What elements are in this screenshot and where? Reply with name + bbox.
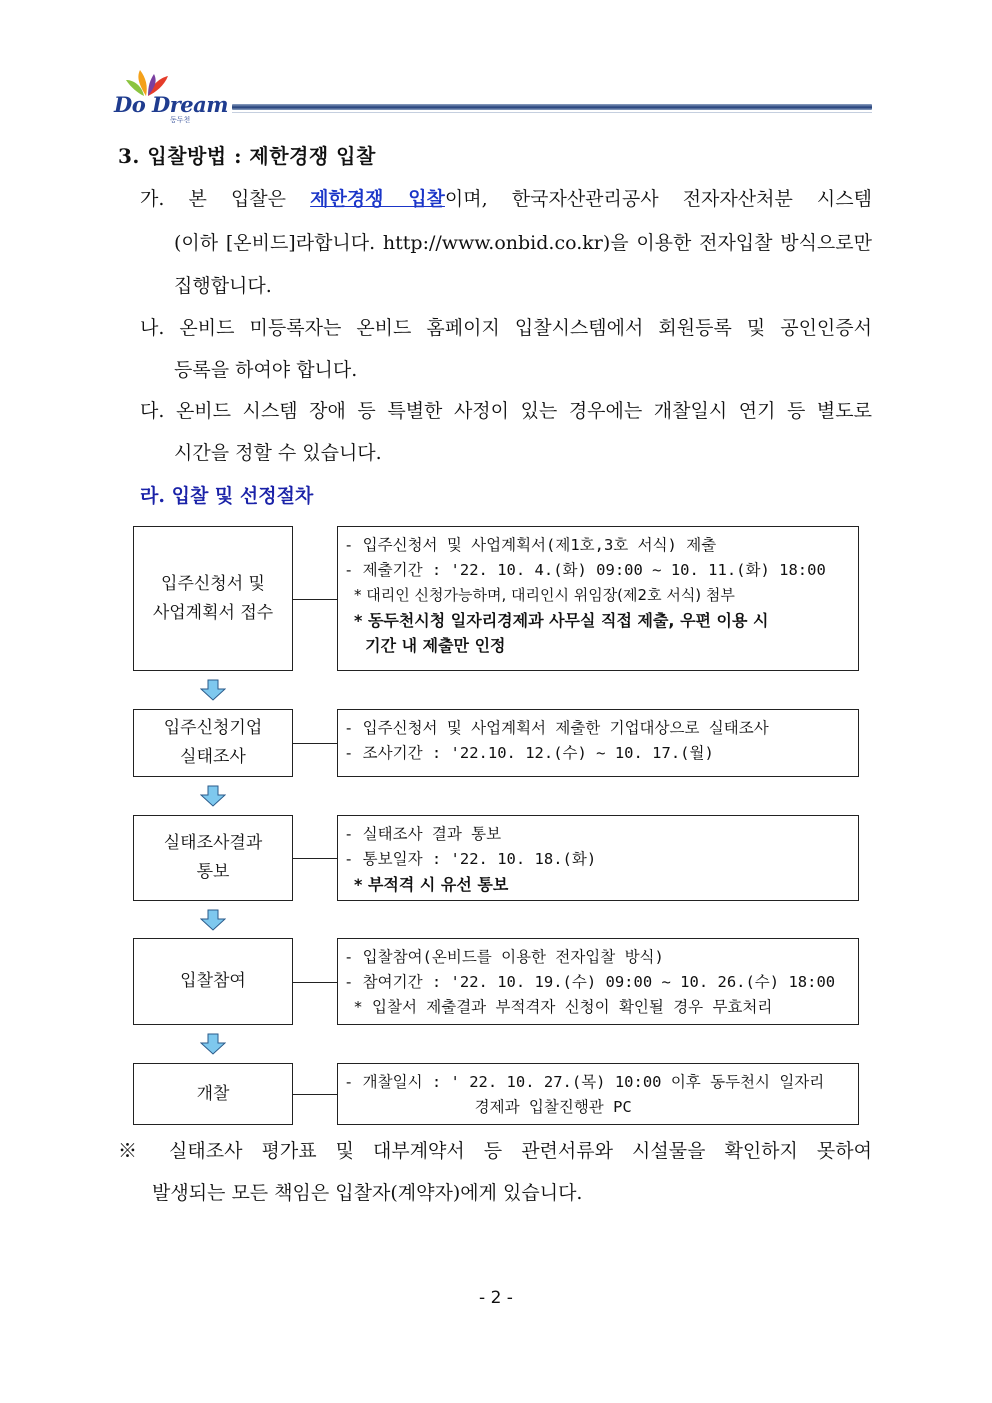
para-ga-prefix: 가. 본 입찰은 bbox=[140, 188, 311, 210]
stage-connector bbox=[293, 1094, 337, 1095]
stage-detail-box-1 bbox=[337, 526, 859, 671]
stage-label-line: 사업계획서 접수 bbox=[152, 602, 274, 623]
stage-box-4 bbox=[133, 938, 293, 1025]
section-title: 3. 입찰방법 : 제한경쟁 입찰 bbox=[118, 144, 376, 168]
logo-subtext: 동두천 bbox=[170, 116, 191, 124]
para-ga-highlight: 제한경쟁 입찰 bbox=[310, 188, 445, 210]
stage-box-3 bbox=[133, 815, 293, 901]
stage-bold-note-line: 기간 내 제출만 인정 bbox=[354, 636, 506, 655]
stage-label-line: 입찰참여 bbox=[180, 971, 246, 991]
stage-detail-line: - 통보일자 : '22. 10. 18.(화) bbox=[344, 850, 597, 868]
stage-detail-line: - 제출기간 : '22. 10. 4.(화) 09:00 ~ 10. 11.(화) 18:00 bbox=[344, 561, 826, 579]
stage-connector bbox=[293, 599, 337, 600]
stage-detail-box-3 bbox=[337, 815, 859, 901]
stage-label-line: 실태조사 bbox=[180, 747, 246, 767]
down-arrow-icon bbox=[200, 785, 226, 807]
procedure-subheading: 라. 입찰 및 선정절차 bbox=[140, 485, 314, 507]
stage-detail-line: - 개찰일시 : ' 22. 10. 27.(목) 10:00 이후 동두천시 일자리 bbox=[344, 1073, 825, 1091]
stage-box-2 bbox=[133, 709, 293, 777]
stage-detail-line: - 참여기간 : '22. 10. 19.(수) 09:00 ~ 10. 26.(수) 18:00 bbox=[344, 973, 836, 991]
para-ga-line2: (이하 [온비드]라합니다. http://www.onbid.co.kr)을 이용한 전자입찰 방식으로만 bbox=[174, 232, 872, 254]
para-na-line1: 나. 온비드 미등록자는 온비드 홈페이지 입찰시스템에서 회원등록 및 공인인증서 bbox=[140, 317, 872, 339]
stage-detail-line: - 입찰참여(온비드를 이용한 전자입찰 방식) bbox=[344, 948, 664, 966]
stage-detail-line: - 조사기간 : '22.10. 12.(수) ~ 10. 17.(월) bbox=[344, 744, 714, 762]
stage-bold-note-line: * 동두천시청 일자리경제과 사무실 직접 제출, 우편 이용 시 bbox=[354, 611, 769, 630]
para-da-line1: 다. 온비드 시스템 장애 등 특별한 사정이 있는 경우에는 개찰일시 연기 등 별도로 bbox=[140, 400, 872, 422]
stage-label-line: 실태조사결과 bbox=[163, 833, 263, 853]
para-ga-suffix: 이며, 한국자산관리공사 전자자산처분 시스템 bbox=[444, 188, 872, 210]
stage-note-line: * 대리인 신청가능하며, 대리인시 위임장(제2호 서식) 첨부 bbox=[354, 586, 735, 604]
header-rule-thin bbox=[232, 112, 872, 113]
stage-label-line: 통보 bbox=[196, 862, 230, 882]
stage-box-1 bbox=[133, 526, 293, 671]
stage-detail-line: * 입찰서 제출결과 부적격자 신청이 확인될 경우 무효처리 bbox=[344, 998, 773, 1016]
stage-bold-note-line: * 부적격 시 유선 통보 bbox=[354, 875, 509, 894]
stage-label-line: 입주신청서 및 bbox=[161, 573, 265, 594]
down-arrow-icon bbox=[200, 679, 226, 701]
stage-box-5 bbox=[133, 1063, 293, 1125]
footnote-line1: ※ 실태조사 평가표 및 대부계약서 등 관련서류와 시설물을 확인하지 못하여 bbox=[118, 1140, 872, 1162]
logo-text: Do Dream bbox=[114, 92, 228, 117]
dodream-logo bbox=[112, 68, 232, 126]
stage-connector bbox=[293, 743, 337, 744]
para-ga-line1 bbox=[140, 184, 872, 211]
para-ga-line3: 집행합니다. bbox=[174, 275, 272, 297]
stage-detail-line: - 실태조사 결과 통보 bbox=[344, 825, 502, 843]
stage-detail-box-5 bbox=[337, 1063, 859, 1125]
stage-detail-line: 경제과 입찰진행관 PC bbox=[344, 1098, 632, 1116]
header-rule bbox=[232, 104, 872, 110]
stage-label-line: 입주신청기업 bbox=[163, 718, 263, 738]
para-na-line2: 등록을 하여야 합니다. bbox=[174, 359, 358, 381]
stage-label-line: 개찰 bbox=[196, 1083, 230, 1104]
down-arrow-icon bbox=[200, 1033, 226, 1055]
footnote-line2: 발생되는 모든 책임은 입찰자(계약자)에게 있습니다. bbox=[152, 1182, 583, 1204]
para-da-line2: 시간을 정할 수 있습니다. bbox=[174, 442, 382, 464]
stage-detail-line: - 입주신청서 및 사업계획서 제출한 기업대상으로 실태조사 bbox=[344, 719, 769, 737]
page-number: - 2 - bbox=[479, 1288, 513, 1308]
stage-connector bbox=[293, 858, 337, 859]
stage-detail-box-2 bbox=[337, 709, 859, 777]
stage-detail-box-4 bbox=[337, 938, 859, 1025]
stage-detail-line: - 입주신청서 및 사업계획서(제1호,3호 서식) 제출 bbox=[344, 536, 717, 554]
down-arrow-icon bbox=[200, 909, 226, 931]
stage-connector bbox=[293, 982, 337, 983]
